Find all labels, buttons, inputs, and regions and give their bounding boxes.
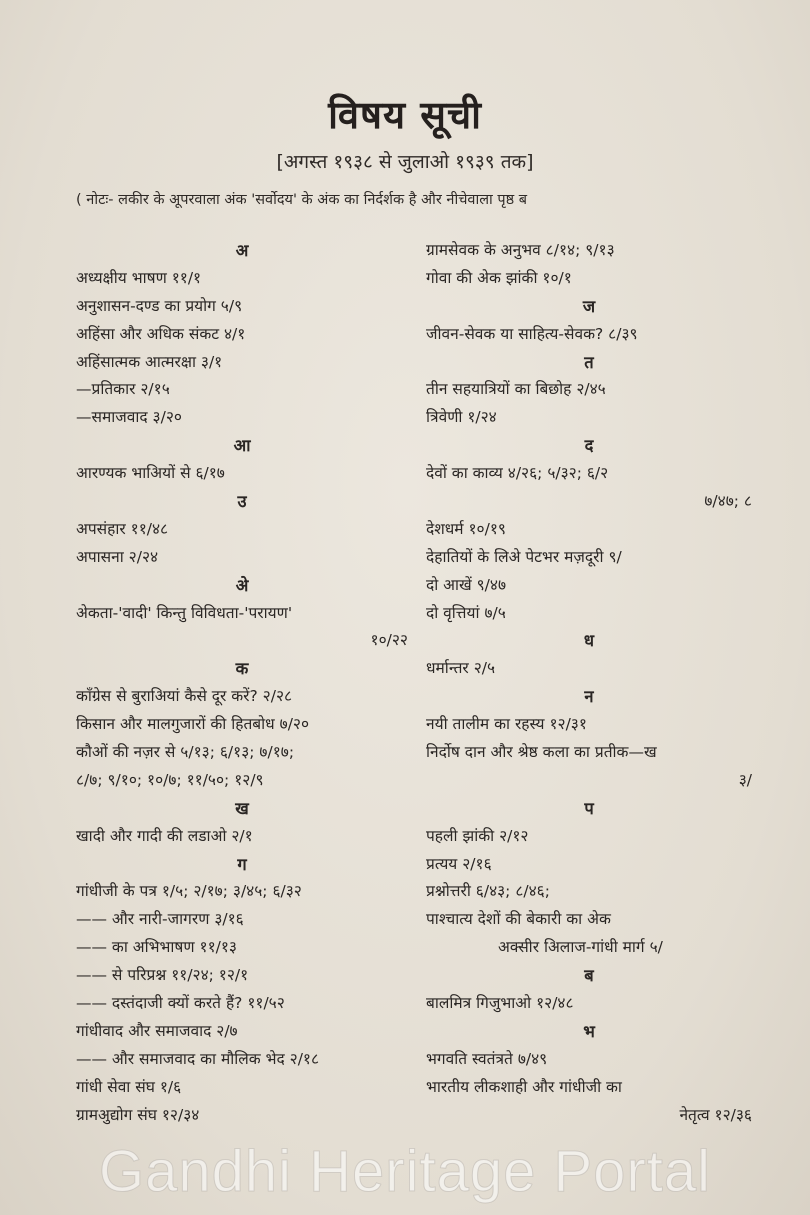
index-entry: गांधी सेवा संघ १/६	[76, 1077, 182, 1096]
section-letter: क	[235, 659, 249, 679]
date-range-subtitle: [अगस्त १९३८ से जुलाओ १९३९ तक]	[276, 151, 534, 173]
index-entry: ३/	[738, 770, 752, 789]
section-letter: त	[584, 352, 594, 372]
index-entry: गोवा की अेक झांकी १०/१	[426, 268, 572, 287]
index-entry: नयी तालीम का रहस्य १२/३१	[426, 715, 587, 734]
section-letter: प	[584, 798, 594, 818]
index-entry: अहिंसा और अधिक संकट ४/१	[76, 324, 246, 343]
index-entry: —— से परिप्रश्न ११/२४; १२/१	[76, 966, 249, 985]
index-entry: देहातियों के लिअे पेटभर मज़दूरी ९/	[426, 547, 622, 566]
index-entry: अहिंसात्मक आत्मरक्षा ३/१	[76, 352, 223, 371]
index-entry: अेकता-'वादी' किन्तु विविधता-'परायण'	[76, 603, 293, 622]
index-entry: ७/४७; ८	[704, 492, 752, 511]
index-entry: जीवन-सेवक या साहित्य-सेवक? ८/३९	[426, 324, 638, 343]
section-letter: द	[584, 436, 594, 456]
index-entry: दो आखें ९/४७	[426, 575, 507, 594]
index-entry: ग्रामसेवक के अनुभव ८/१४; ९/१३	[426, 241, 615, 259]
section-letter: भ	[583, 1021, 595, 1041]
index-entry: प्रत्यय २/१६	[426, 854, 492, 873]
section-letter: अे	[235, 575, 249, 595]
index-column-right	[426, 237, 752, 1130]
section-letter: ब	[584, 966, 594, 986]
section-letter: न	[584, 687, 594, 707]
index-entry: ग्रामअुद्योग संघ १२/३४	[76, 1105, 200, 1124]
index-entry: कॉंग्रेस से बुराअियां कैसे दूर करें? २/२८	[76, 687, 293, 706]
section-letter: अ	[235, 241, 249, 260]
section-letter: ग	[237, 854, 247, 874]
section-letter: उ	[237, 492, 247, 512]
index-entry: अध्यक्षीय भाषण ११/१	[76, 268, 202, 287]
index-entry: भारतीय लीकशाही और गांधीजी का	[426, 1077, 622, 1096]
index-entry: कौओं की नज़र से ५/१३; ६/१३; ७/१७;	[76, 743, 295, 762]
index-entry: बालमित्र गिजुभाओ १२/४८	[426, 994, 574, 1013]
index-entry: पहली झांकी २/१२	[426, 826, 529, 845]
index-entry: तीन सहयात्रियों का बिछोह २/४५	[426, 380, 606, 399]
index-entry: किसान और मालगुजारों की हितबोध ७/२०	[76, 715, 310, 734]
index-entry: गांधीजी के पत्र १/५; २/१७; ३/४५; ६/३२	[76, 882, 302, 901]
index-entry: आरण्यक भाअियों से ६/१७	[76, 464, 225, 483]
index-entry: —— दस्तंदाजी क्यों करते हैं? ११/५२	[76, 994, 285, 1013]
index-entry: भगवति स्वतंत्रते ७/४९	[426, 1049, 548, 1068]
index-entry: —— और समाजवाद का मौलिक भेद २/१८	[76, 1049, 320, 1068]
index-note: ( नोटः- लकीर के अूपरवाला अंक 'सर्वोदय' के अंक का निर्दर्शक है और नीचेवाला पृष्ठ ब	[76, 192, 528, 208]
index-entry: —— का अभिभाषण ११/१३	[76, 938, 237, 957]
section-letter: ख	[235, 798, 249, 818]
section-letter: आ	[233, 436, 251, 456]
index-entry: देवों का काव्य ४/२६; ५/३२; ६/२	[426, 464, 609, 483]
index-entry: दो वृत्तियां ७/५	[426, 603, 506, 622]
index-entry: अपासना २/२४	[76, 547, 159, 566]
index-entry: १०/२२	[370, 631, 408, 650]
index-entry: अनुशासन-दण्ड का प्रयोग ५/९	[76, 296, 243, 315]
index-column-left	[76, 237, 408, 1130]
index-entry: गांधीवाद और समाजवाद २/७	[76, 1021, 238, 1040]
index-entry: खादी और गादी की लडाओ २/१	[76, 826, 253, 845]
index-entry: देशधर्म १०/१९	[426, 519, 506, 538]
index-entry: —प्रतिकार २/१५	[76, 380, 170, 399]
section-letter: ज	[582, 296, 596, 316]
index-entry: त्रिवेणी १/२४	[426, 408, 497, 427]
watermark: Gandhi Heritage Portal	[99, 1139, 711, 1204]
index-entry: ८/७; ९/१०; १०/७; ११/५०; १२/९	[76, 770, 264, 789]
index-entry: अपसंहार ११/४८	[76, 519, 169, 538]
section-letter: ध	[583, 631, 595, 651]
index-entry: निर्दोष दान और श्रेष्ठ कला का प्रतीक—ख	[426, 743, 657, 762]
index-entry: अक्सीर अिलाज-गांधी मार्ग ५/	[498, 938, 663, 957]
index-entry: प्रश्नोत्तरी ६/४३; ८/४६;	[426, 882, 550, 901]
index-entry: पाश्चात्य देशों की बेकारी का अेक	[426, 910, 611, 929]
page-title: विषय सूची	[328, 93, 482, 137]
index-entry: —समाजवाद ३/२०	[76, 408, 182, 427]
index-entry: नेतृत्व १२/३६	[679, 1105, 752, 1124]
index-entry: धर्मान्तर २/५	[426, 659, 496, 678]
index-entry: —— और नारी-जागरण ३/१६	[76, 910, 244, 929]
